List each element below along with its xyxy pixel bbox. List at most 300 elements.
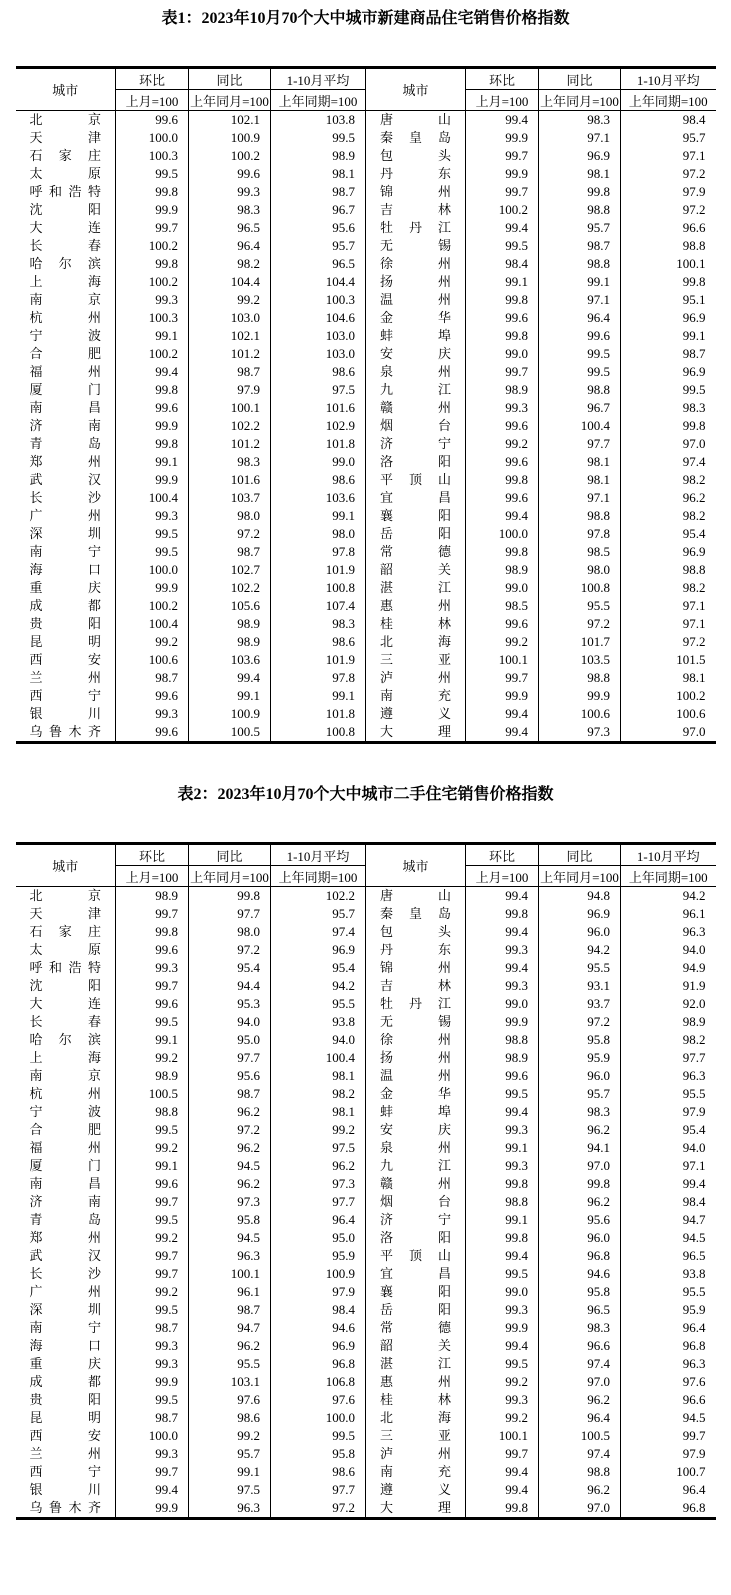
value-cell: 98.9 [466,561,539,579]
city-cell: 贵 阳 [29,616,101,631]
table-row [16,507,716,525]
value-cell: 99.7 [466,183,539,201]
value-cell: 94.7 [621,1211,716,1229]
value-cell: 98.8 [466,1193,539,1211]
value-cell: 100.4 [116,489,189,507]
value-cell: 99.8 [621,273,716,291]
value-cell: 101.8 [271,705,366,723]
value-cell: 99.8 [116,183,189,201]
city-cell: 武 汉 [29,472,101,487]
value-cell: 98.0 [271,525,366,543]
value-cell: 97.7 [271,1481,366,1499]
city-cell: 重 庆 [29,1356,101,1371]
city-cell: 郑 州 [29,454,101,469]
city-cell: 济 宁 [366,435,466,453]
city-cell: 昆 明 [29,1410,101,1425]
col-subheader-yoy-base: 上年同月=100 [539,866,621,887]
value-cell: 99.3 [466,399,539,417]
value-cell: 99.6 [466,417,539,435]
col-header-yoy: 同比 [189,844,271,866]
value-cell: 95.7 [189,1445,271,1463]
table-row [16,959,716,977]
value-cell: 99.6 [189,165,271,183]
city-cell: 包 头 [366,147,466,165]
value-cell: 99.4 [466,959,539,977]
value-cell: 98.4 [621,111,716,130]
value-cell: 99.8 [466,1175,539,1193]
table-row [16,543,716,561]
value-cell: 95.5 [271,995,366,1013]
city-cell: 湛 江 [366,1355,466,1373]
table-row [16,995,716,1013]
value-cell: 98.2 [621,579,716,597]
value-cell: 99.1 [116,1031,189,1049]
value-cell: 101.6 [189,471,271,489]
value-cell: 96.6 [539,1337,621,1355]
value-cell: 99.6 [466,1067,539,1085]
table1-header [16,68,716,111]
value-cell: 99.2 [466,435,539,453]
table-row [16,1301,716,1319]
value-cell: 100.1 [466,1427,539,1445]
value-cell: 99.5 [116,1391,189,1409]
value-cell: 99.3 [116,959,189,977]
value-cell: 100.0 [271,1409,366,1427]
value-cell: 99.3 [116,1445,189,1463]
value-cell: 103.6 [189,651,271,669]
city-cell: 泸 州 [366,1445,466,1463]
table-row [16,489,716,507]
value-cell: 95.8 [271,1445,366,1463]
value-cell: 99.0 [271,453,366,471]
value-cell: 99.6 [116,995,189,1013]
city-cell: 洛 阳 [366,1229,466,1247]
table-row [16,1211,716,1229]
value-cell: 99.8 [466,1499,539,1519]
value-cell: 94.5 [189,1229,271,1247]
value-cell: 98.4 [271,1301,366,1319]
value-cell: 95.5 [539,959,621,977]
table-row [16,1067,716,1085]
city-cell: 南 京 [29,1068,101,1083]
value-cell: 95.7 [539,219,621,237]
value-cell: 99.4 [466,723,539,743]
value-cell: 99.8 [189,887,271,906]
city-cell: 大 连 [29,996,101,1011]
value-cell: 100.6 [621,705,716,723]
value-cell: 100.0 [466,525,539,543]
city-cell: 兰 州 [29,1446,101,1461]
value-cell: 99.2 [466,1373,539,1391]
value-cell: 96.4 [621,1319,716,1337]
value-cell: 99.1 [189,687,271,705]
value-cell: 99.6 [466,309,539,327]
value-cell: 104.6 [271,309,366,327]
value-cell: 98.2 [621,471,716,489]
value-cell: 98.3 [189,453,271,471]
value-cell: 99.2 [116,1139,189,1157]
value-cell: 97.1 [621,1157,716,1175]
value-cell: 97.3 [271,1175,366,1193]
city-cell: 西 安 [29,1428,101,1443]
table2-title: 表2：2023年10月70个大中城市二手住宅销售价格指数 [177,786,554,803]
value-cell: 97.2 [539,1013,621,1031]
value-cell: 93.8 [271,1013,366,1031]
value-cell: 98.0 [539,561,621,579]
value-cell: 96.5 [539,1301,621,1319]
value-cell: 99.9 [116,417,189,435]
value-cell: 97.7 [271,1193,366,1211]
value-cell: 99.5 [116,1211,189,1229]
value-cell: 97.2 [539,615,621,633]
col-header-avg: 1-10月平均 [271,844,366,866]
value-cell: 96.0 [539,1067,621,1085]
value-cell: 97.2 [271,1499,366,1519]
city-cell: 三 亚 [366,651,466,669]
value-cell: 99.4 [621,1175,716,1193]
value-cell: 99.5 [466,1355,539,1373]
col-header-yoy: 同比 [189,68,271,90]
value-cell: 98.7 [189,363,271,381]
value-cell: 98.8 [116,1103,189,1121]
value-cell: 100.6 [539,705,621,723]
city-cell: 宁 波 [29,328,101,343]
value-cell: 98.5 [466,597,539,615]
city-cell: 银 川 [29,706,101,721]
city-cell: 呼 和 浩 特 [29,960,101,975]
city-cell: 乌 鲁 木 齐 [29,1500,101,1515]
value-cell: 98.8 [539,201,621,219]
city-cell: 徐 州 [366,1031,466,1049]
value-cell: 99.7 [466,669,539,687]
value-cell: 95.9 [271,1247,366,1265]
value-cell: 96.6 [621,1391,716,1409]
value-cell: 100.8 [271,723,366,743]
value-cell: 96.4 [189,237,271,255]
value-cell: 98.7 [621,345,716,363]
value-cell: 93.8 [621,1265,716,1283]
table-row [16,1499,716,1519]
city-cell: 岳 阳 [366,1301,466,1319]
value-cell: 96.3 [621,1355,716,1373]
value-cell: 102.2 [271,887,366,906]
value-cell: 100.1 [621,255,716,273]
value-cell: 97.6 [271,1391,366,1409]
city-cell: 岳 阳 [366,525,466,543]
city-cell: 三 亚 [366,1427,466,1445]
value-cell: 101.6 [271,399,366,417]
value-cell: 97.7 [189,1049,271,1067]
value-cell: 99.4 [466,1481,539,1499]
value-cell: 99.9 [466,165,539,183]
value-cell: 99.5 [466,237,539,255]
value-cell: 96.7 [539,399,621,417]
value-cell: 94.0 [189,1013,271,1031]
city-cell: 哈 尔 滨 [29,256,101,271]
value-cell: 99.8 [116,923,189,941]
value-cell: 98.8 [539,507,621,525]
value-cell: 97.4 [539,1445,621,1463]
col-subheader-avg-base: 上年同期=100 [621,90,716,111]
city-cell: 唐 山 [366,887,466,906]
city-cell: 赣 州 [366,399,466,417]
city-cell: 西 安 [29,652,101,667]
city-cell: 石 家 庄 [29,924,101,939]
table-row [16,399,716,417]
table-row [16,417,716,435]
col-header-yoy: 同比 [539,844,621,866]
value-cell: 99.6 [116,687,189,705]
value-cell: 100.3 [116,309,189,327]
table-row [16,219,716,237]
city-cell: 合 肥 [29,1122,101,1137]
value-cell: 99.0 [466,995,539,1013]
value-cell: 102.2 [189,579,271,597]
value-cell: 97.1 [621,597,716,615]
city-cell: 青 岛 [29,1212,101,1227]
table-row [16,273,716,291]
city-cell: 平 顶 山 [366,471,466,489]
value-cell: 98.1 [271,1067,366,1085]
city-cell: 成 都 [29,598,101,613]
value-cell: 99.7 [116,1193,189,1211]
value-cell: 97.2 [621,165,716,183]
value-cell: 99.2 [189,1427,271,1445]
value-cell: 98.7 [271,183,366,201]
value-cell: 99.8 [466,1229,539,1247]
value-cell: 98.7 [116,1409,189,1427]
value-cell: 98.8 [539,255,621,273]
value-cell: 98.3 [189,201,271,219]
value-cell: 103.0 [271,345,366,363]
table-row [16,1031,716,1049]
value-cell: 103.0 [189,309,271,327]
value-cell: 98.9 [189,615,271,633]
city-cell: 长 春 [29,1014,101,1029]
value-cell: 99.3 [466,977,539,995]
value-cell: 99.9 [116,471,189,489]
value-cell: 105.6 [189,597,271,615]
city-cell: 福 州 [29,1140,101,1155]
value-cell: 99.4 [466,923,539,941]
city-cell: 惠 州 [366,1373,466,1391]
value-cell: 97.9 [621,1103,716,1121]
city-cell: 武 汉 [29,1248,101,1263]
second-hand-home-price-index-table [16,842,716,1520]
value-cell: 100.4 [116,615,189,633]
value-cell: 99.4 [466,1463,539,1481]
city-cell: 韶 关 [366,1337,466,1355]
city-cell: 杭 州 [29,310,101,325]
value-cell: 101.7 [539,633,621,651]
value-cell: 99.5 [116,1013,189,1031]
table-row [16,723,716,743]
city-cell: 重 庆 [29,580,101,595]
city-cell: 郑 州 [29,1230,101,1245]
value-cell: 93.1 [539,977,621,995]
city-cell: 丹 东 [366,165,466,183]
value-cell: 97.9 [271,1283,366,1301]
value-cell: 100.2 [116,237,189,255]
value-cell: 94.2 [539,941,621,959]
value-cell: 98.9 [621,1013,716,1031]
col-header-city: 城市 [366,844,466,887]
value-cell: 95.0 [189,1031,271,1049]
value-cell: 99.1 [466,273,539,291]
value-cell: 95.4 [621,525,716,543]
value-cell: 103.5 [539,651,621,669]
value-cell: 100.1 [189,399,271,417]
value-cell: 97.5 [189,1481,271,1499]
value-cell: 96.6 [621,219,716,237]
table-row [16,597,716,615]
value-cell: 98.3 [539,1319,621,1337]
value-cell: 99.6 [116,399,189,417]
city-cell: 济 宁 [366,1211,466,1229]
table-row [16,1337,716,1355]
value-cell: 98.8 [539,381,621,399]
value-cell: 96.4 [621,1481,716,1499]
value-cell: 95.7 [271,237,366,255]
city-cell: 牡 丹 江 [366,219,466,237]
city-cell: 西 宁 [29,688,101,703]
value-cell: 96.8 [621,1499,716,1519]
value-cell: 100.2 [621,687,716,705]
value-cell: 96.9 [539,905,621,923]
value-cell: 100.8 [539,579,621,597]
col-header-mom: 环比 [466,68,539,90]
value-cell: 98.8 [539,669,621,687]
value-cell: 99.9 [539,687,621,705]
city-cell: 遵 义 [366,705,466,723]
value-cell: 96.3 [621,923,716,941]
value-cell: 97.2 [621,633,716,651]
value-cell: 96.9 [271,941,366,959]
value-cell: 100.0 [116,1427,189,1445]
col-subheader-mom-base: 上月=100 [116,90,189,111]
value-cell: 96.9 [271,1337,366,1355]
city-cell: 湛 江 [366,579,466,597]
value-cell: 98.3 [539,1103,621,1121]
value-cell: 103.1 [189,1373,271,1391]
value-cell: 100.5 [189,723,271,743]
city-cell: 桂 林 [366,1391,466,1409]
value-cell: 97.9 [621,1445,716,1463]
city-cell: 唐 山 [366,111,466,130]
value-cell: 99.2 [116,633,189,651]
value-cell: 97.7 [539,435,621,453]
city-cell: 牡 丹 江 [366,995,466,1013]
value-cell: 94.0 [621,1139,716,1157]
city-cell: 上 海 [29,1050,101,1065]
table1-title: 表1：2023年10月70个大中城市新建商品住宅销售价格指数 [161,10,570,27]
value-cell: 100.4 [271,1049,366,1067]
city-cell: 蚌 埠 [366,327,466,345]
value-cell: 98.6 [271,1463,366,1481]
city-cell: 秦 皇 岛 [366,905,466,923]
table-row [16,1481,716,1499]
value-cell: 99.8 [539,183,621,201]
value-cell: 97.1 [539,129,621,147]
col-header-yoy: 同比 [539,68,621,90]
value-cell: 99.8 [466,543,539,561]
table-row [16,1373,716,1391]
value-cell: 95.5 [621,1283,716,1301]
table-row [16,1085,716,1103]
city-cell: 锦 州 [366,959,466,977]
value-cell: 98.7 [189,543,271,561]
col-subheader-avg-base: 上年同期=100 [271,90,366,111]
value-cell: 98.7 [539,237,621,255]
value-cell: 99.3 [116,1355,189,1373]
table-row [16,1175,716,1193]
city-cell: 南 昌 [29,1176,101,1191]
table-row [16,201,716,219]
value-cell: 96.3 [621,1067,716,1085]
city-cell: 天 津 [29,906,101,921]
value-cell: 99.5 [539,345,621,363]
value-cell: 103.8 [271,111,366,130]
value-cell: 99.8 [466,905,539,923]
city-cell: 太 原 [29,166,101,181]
value-cell: 97.7 [621,1049,716,1067]
value-cell: 99.5 [116,1121,189,1139]
value-cell: 96.2 [189,1175,271,1193]
value-cell: 98.9 [116,1067,189,1085]
value-cell: 95.5 [539,597,621,615]
value-cell: 99.8 [116,255,189,273]
value-cell: 99.0 [466,345,539,363]
value-cell: 99.0 [466,1283,539,1301]
value-cell: 98.9 [466,1049,539,1067]
value-cell: 95.5 [189,1355,271,1373]
value-cell: 100.2 [116,345,189,363]
value-cell: 99.4 [116,363,189,381]
value-cell: 100.2 [189,147,271,165]
value-cell: 100.5 [116,1085,189,1103]
value-cell: 99.6 [466,489,539,507]
value-cell: 98.6 [271,633,366,651]
value-cell: 99.7 [466,147,539,165]
value-cell: 97.8 [271,669,366,687]
value-cell: 99.4 [466,1337,539,1355]
value-cell: 96.9 [621,363,716,381]
value-cell: 98.1 [271,1103,366,1121]
table-row [16,327,716,345]
value-cell: 99.2 [271,1121,366,1139]
city-cell: 厦 门 [29,382,101,397]
value-cell: 100.3 [271,291,366,309]
value-cell: 99.6 [116,111,189,130]
city-cell: 济 南 [29,418,101,433]
city-cell: 长 春 [29,238,101,253]
value-cell: 102.1 [189,327,271,345]
table2-header [16,844,716,887]
value-cell: 106.8 [271,1373,366,1391]
value-cell: 97.5 [271,1139,366,1157]
col-subheader-yoy-base: 上年同月=100 [189,866,271,887]
city-cell: 丹 东 [366,941,466,959]
value-cell: 100.4 [539,417,621,435]
city-cell: 广 州 [29,508,101,523]
value-cell: 95.5 [621,1085,716,1103]
value-cell: 100.8 [271,579,366,597]
value-cell: 93.7 [539,995,621,1013]
value-cell: 97.4 [539,1355,621,1373]
value-cell: 99.4 [189,669,271,687]
value-cell: 98.3 [539,111,621,130]
value-cell: 98.6 [271,471,366,489]
